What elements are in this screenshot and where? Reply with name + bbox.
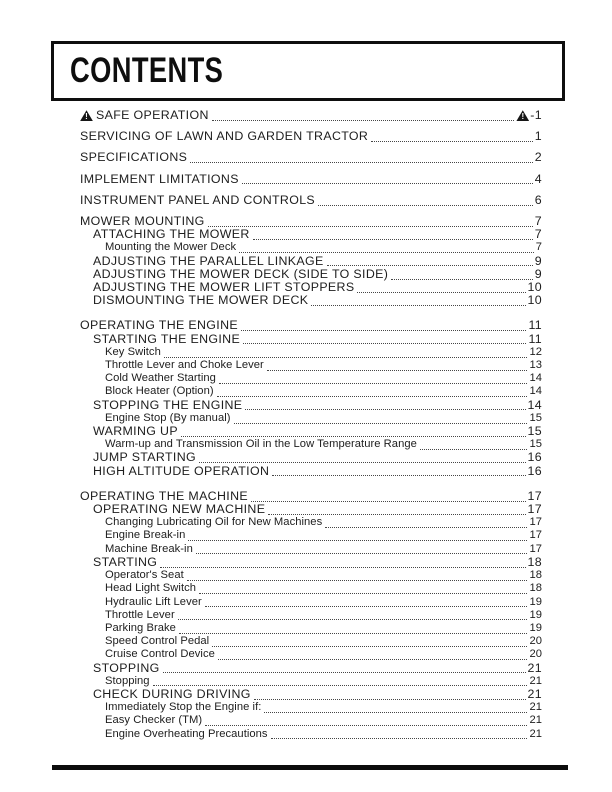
toc-entry-page: 14 — [527, 397, 542, 412]
dot-leader — [241, 330, 526, 331]
dot-leader — [245, 409, 525, 410]
dot-leader — [251, 501, 526, 502]
toc-entry-page: 21 — [529, 701, 542, 714]
dot-leader — [325, 527, 527, 528]
toc-entry-page: 13 — [529, 359, 542, 372]
toc-entry-title: STOPPING THE ENGINE — [93, 397, 243, 412]
toc-entry-title: OPERATING THE MACHINE — [80, 488, 248, 503]
footer-rule — [52, 765, 568, 770]
toc-entry-title: Block Heater (Option) — [105, 385, 214, 398]
dot-leader — [239, 252, 534, 253]
toc-entry-title: Engine Break-in — [105, 529, 186, 542]
toc-entry-title: Head Light Switch — [105, 582, 197, 595]
toc-entry-title: STARTING THE ENGINE — [93, 331, 241, 346]
toc-entry-page: -1 — [530, 108, 542, 122]
toc-entry-page: 14 — [529, 385, 542, 398]
toc-entry — [80, 569, 542, 582]
toc-entry — [80, 151, 542, 164]
toc-entry-title: Engine Overheating Precautions — [105, 727, 268, 740]
toc-entry-title: Cruise Control Device — [105, 648, 215, 661]
toc-entry-title: Stopping — [105, 674, 150, 687]
toc-entry-title: STARTING — [93, 554, 158, 569]
toc-entry-page: 11 — [528, 318, 542, 333]
dot-leader — [357, 292, 525, 293]
toc-entry-title: OPERATING THE ENGINE — [80, 318, 239, 333]
toc-entry — [80, 425, 542, 438]
dot-leader — [205, 725, 527, 726]
toc-entry-title: Warm-up and Transmission Oil in the Low Temperature Range — [105, 438, 417, 451]
toc-entry-page: 10 — [527, 293, 542, 308]
toc-entry-page: 9 — [534, 266, 542, 281]
toc-entry — [80, 372, 542, 385]
toc-entry-page: 2 — [534, 150, 542, 165]
toc-entry — [80, 333, 542, 346]
toc-entry — [80, 294, 542, 307]
toc-entry-title: ADJUSTING THE PARALLEL LINKAGE — [93, 253, 324, 268]
toc-entry — [80, 516, 542, 529]
dot-leader — [218, 659, 528, 660]
toc-entry-title: SAFE OPERATION — [96, 108, 209, 122]
toc-entry — [80, 451, 542, 464]
dot-leader — [208, 226, 533, 227]
toc-entry-title: INSTRUMENT PANEL AND CONTROLS — [80, 192, 316, 207]
toc-entry — [80, 648, 542, 661]
toc-entry — [80, 622, 542, 635]
toc-entry-page: 10 — [527, 280, 542, 295]
dot-leader — [268, 514, 525, 515]
toc-entry-page: 19 — [529, 608, 542, 621]
toc-entry-page: 16 — [527, 450, 542, 465]
toc-entry-title: ATTACHING THE MOWER — [93, 227, 250, 242]
dot-leader — [160, 567, 525, 568]
toc-entry — [80, 173, 542, 186]
toc-entry-title: Operator's Seat — [105, 569, 184, 582]
toc-entry-title: SPECIFICATIONS — [80, 150, 188, 165]
toc-entry-title: Easy Checker (TM) — [105, 714, 203, 727]
toc-entry-page: 15 — [527, 424, 542, 439]
dot-leader — [181, 436, 526, 437]
toc-entry-title: JUMP STARTING — [93, 450, 196, 465]
dot-leader — [371, 141, 533, 142]
toc-entry — [80, 714, 542, 727]
toc-entry-title: HIGH ALTITUDE OPERATION — [93, 463, 270, 478]
toc-entry-page: 9 — [534, 253, 542, 268]
toc-entry — [80, 346, 542, 359]
dot-leader — [234, 423, 528, 424]
toc-entry-title: SERVICING OF LAWN AND GARDEN TRACTOR — [80, 129, 369, 144]
toc-entry-page: 17 — [529, 529, 542, 542]
toc-entry-title: Immediately Stop the Engine if: — [105, 701, 262, 714]
toc-entry — [80, 582, 542, 595]
toc-entry-page: 14 — [529, 372, 542, 385]
toc-entry-title: ADJUSTING THE MOWER LIFT STOPPERS — [93, 280, 355, 295]
toc-entry-title: Speed Control Pedal — [105, 635, 210, 648]
toc-entry-page: 18 — [529, 569, 542, 582]
dot-leader — [190, 162, 533, 163]
toc-entry-title: Key Switch — [105, 345, 161, 358]
dot-leader — [212, 646, 527, 647]
toc-entry-page: 12 — [529, 345, 542, 358]
toc-entry — [80, 359, 542, 372]
toc-entry-title: CHECK DURING DRIVING — [93, 686, 251, 701]
warning-icon — [80, 110, 93, 121]
toc-entry-page: 19 — [529, 621, 542, 634]
toc-entry — [80, 194, 542, 207]
dot-leader — [163, 672, 526, 673]
toc-entry — [80, 635, 542, 648]
dot-leader — [242, 183, 533, 184]
toc-entry-page: 18 — [527, 554, 542, 569]
dot-leader — [217, 396, 528, 397]
toc-entry-title: WARMING UP — [93, 424, 178, 439]
toc-entry-title: Throttle Lever — [105, 608, 175, 621]
toc-entry — [80, 556, 542, 569]
toc-list — [80, 109, 542, 741]
toc-entry-title: Machine Break-in — [105, 542, 193, 555]
dot-leader — [267, 370, 528, 371]
dot-leader — [196, 553, 528, 554]
toc-entry-page: 18 — [529, 582, 542, 595]
toc-entry-page: 11 — [528, 331, 542, 346]
toc-entry — [80, 596, 542, 609]
dot-leader — [179, 633, 528, 634]
toc-entry-page: 21 — [529, 727, 542, 740]
dot-leader — [199, 593, 527, 594]
dot-leader — [253, 239, 533, 240]
page-title: CONTENTS — [70, 51, 224, 90]
dot-leader — [219, 383, 528, 384]
toc-entry — [80, 675, 542, 688]
toc-entry-title: MOWER MOUNTING — [80, 214, 205, 229]
toc-entry-title: Changing Lubricating Oil for New Machines — [105, 516, 323, 529]
dot-leader — [243, 343, 526, 344]
toc-entry — [80, 130, 542, 143]
toc-entry — [80, 255, 542, 268]
dot-leader — [420, 449, 528, 450]
dot-leader — [205, 606, 528, 607]
toc-entry — [80, 529, 542, 542]
toc-entry-title: ADJUSTING THE MOWER DECK (SIDE TO SIDE) — [93, 266, 389, 281]
toc-entry-page: 1 — [534, 129, 542, 144]
toc-entry-page: 6 — [534, 192, 542, 207]
toc-entry-page: 17 — [529, 542, 542, 555]
toc-entry — [80, 609, 542, 622]
toc-entry-page: 4 — [534, 171, 542, 186]
toc-entry-page: 21 — [529, 674, 542, 687]
toc-entry-title: OPERATING NEW MACHINE — [93, 502, 266, 517]
dot-leader — [188, 540, 527, 541]
toc-entry — [80, 701, 542, 714]
dot-leader — [164, 357, 528, 358]
toc-entry-page: 15 — [529, 411, 542, 424]
dot-leader — [264, 712, 527, 713]
toc-entry — [80, 228, 542, 241]
toc-entry — [80, 728, 542, 741]
toc-entry-page: 7 — [535, 241, 542, 254]
warning-icon — [516, 110, 529, 121]
toc-entry-page: 19 — [529, 595, 542, 608]
contents-header-box — [51, 41, 565, 101]
toc-entry-title: Cold Weather Starting — [105, 372, 216, 385]
toc-entry — [80, 319, 542, 332]
dot-leader — [311, 305, 525, 306]
toc-entry — [80, 688, 542, 701]
toc-entry — [80, 465, 542, 478]
toc-entry — [80, 543, 542, 556]
toc-entry-page: 20 — [529, 635, 542, 648]
toc-entry-title: Hydraulic Lift Lever — [105, 595, 202, 608]
toc-entry-title: Engine Stop (By manual) — [105, 411, 231, 424]
dot-leader — [212, 120, 515, 121]
toc-entry-title: Mounting the Mower Deck — [105, 241, 237, 254]
toc-entry — [80, 109, 542, 122]
toc-entry-page: 17 — [529, 516, 542, 529]
toc-entry-page: 15 — [529, 438, 542, 451]
toc-entry-page: 7 — [534, 227, 542, 242]
toc-entry-page: 17 — [527, 488, 542, 503]
toc-entry-page: 21 — [527, 660, 542, 675]
toc-entry-page: 21 — [529, 714, 542, 727]
toc-entry — [80, 662, 542, 675]
dot-leader — [254, 699, 526, 700]
toc-entry-page: 7 — [534, 214, 542, 229]
toc-entry-page: 21 — [527, 686, 542, 701]
toc-entry-page: 17 — [527, 502, 542, 517]
dot-leader — [318, 205, 533, 206]
dot-leader — [272, 475, 525, 476]
toc-entry-title: STOPPING — [93, 660, 160, 675]
dot-leader — [391, 279, 533, 280]
dot-leader — [271, 738, 528, 739]
toc-entry — [80, 385, 542, 398]
toc-entry-title: Throttle Lever and Choke Lever — [105, 359, 264, 372]
toc-entry — [80, 241, 542, 254]
toc-entry-title: IMPLEMENT LIMITATIONS — [80, 171, 239, 186]
toc-entry-title: Parking Brake — [105, 621, 176, 634]
toc-entry-page: 20 — [529, 648, 542, 661]
toc-entry-title: DISMOUNTING THE MOWER DECK — [93, 293, 309, 308]
dot-leader — [178, 619, 528, 620]
toc-entry — [80, 399, 542, 412]
toc-entry-page: 16 — [527, 463, 542, 478]
toc-entry — [80, 503, 542, 516]
dot-leader — [187, 580, 528, 581]
